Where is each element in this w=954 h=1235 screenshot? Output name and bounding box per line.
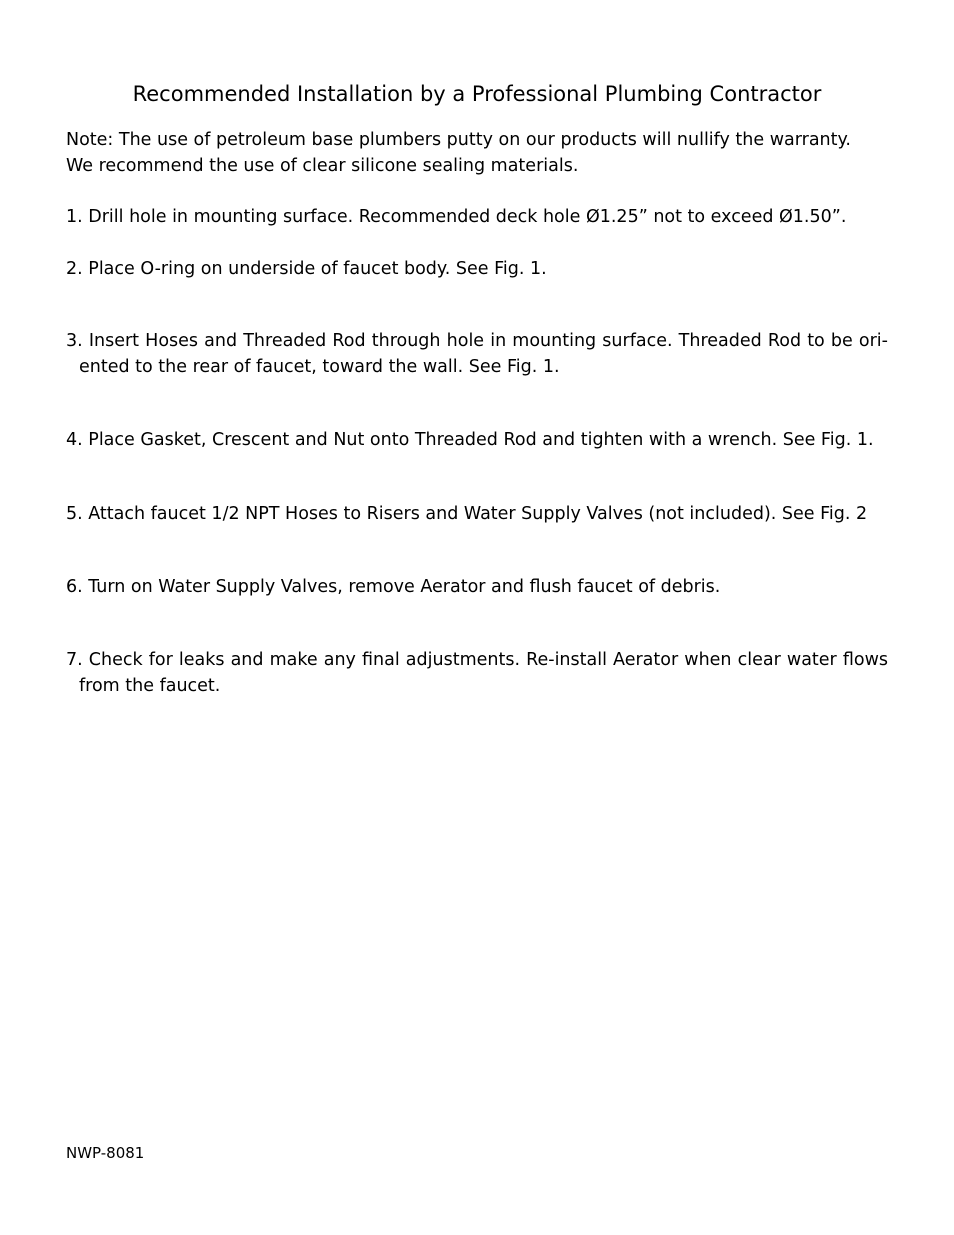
step-5-text: 5. Attach faucet 1/2 NPT Hoses to Risers and Water Supply Valves (not included). See Fig. 2 bbox=[66, 504, 868, 524]
step-6 bbox=[66, 574, 888, 600]
step-6-text: 6. Turn on Water Supply Valves, remove Aerator and flush faucet of debris. bbox=[66, 577, 721, 597]
page-title: Recommended Installation by a Professional Plumbing Contractor bbox=[132, 82, 822, 106]
step-3-line-2: ented to the rear of faucet, toward the wall. See Fig. 1. bbox=[79, 357, 560, 377]
step-4 bbox=[66, 427, 888, 453]
step-1 bbox=[66, 204, 888, 230]
warranty-note bbox=[66, 127, 888, 179]
step-3 bbox=[66, 328, 888, 380]
step-7-line-2: from the faucet. bbox=[79, 676, 221, 696]
step-1-text: 1. Drill hole in mounting surface. Recommended deck hole Ø1.25” not to exceed Ø1.50”. bbox=[66, 207, 847, 227]
step-2 bbox=[66, 256, 888, 282]
step-4-text: 4. Place Gasket, Crescent and Nut onto Threaded Rod and tighten with a wrench. See Fig. 1. bbox=[66, 430, 874, 450]
step-3-line-1: 3. Insert Hoses and Threaded Rod through hole in mounting surface. Threaded Rod to be ori- bbox=[66, 331, 888, 351]
step-7-line-1: 7. Check for leaks and make any final adjustments. Re-install Aerator when clear water flows bbox=[66, 650, 888, 670]
note-line-1: Note: The use of petroleum base plumbers putty on our products will nullify the warranty. bbox=[66, 130, 851, 150]
step-7 bbox=[66, 647, 888, 699]
step-2-text: 2. Place O-ring on underside of faucet body. See Fig. 1. bbox=[66, 259, 547, 279]
note-line-2: We recommend the use of clear silicone sealing materials. bbox=[66, 156, 579, 176]
step-5 bbox=[66, 501, 888, 527]
document-code: NWP-8081 bbox=[66, 1144, 145, 1162]
